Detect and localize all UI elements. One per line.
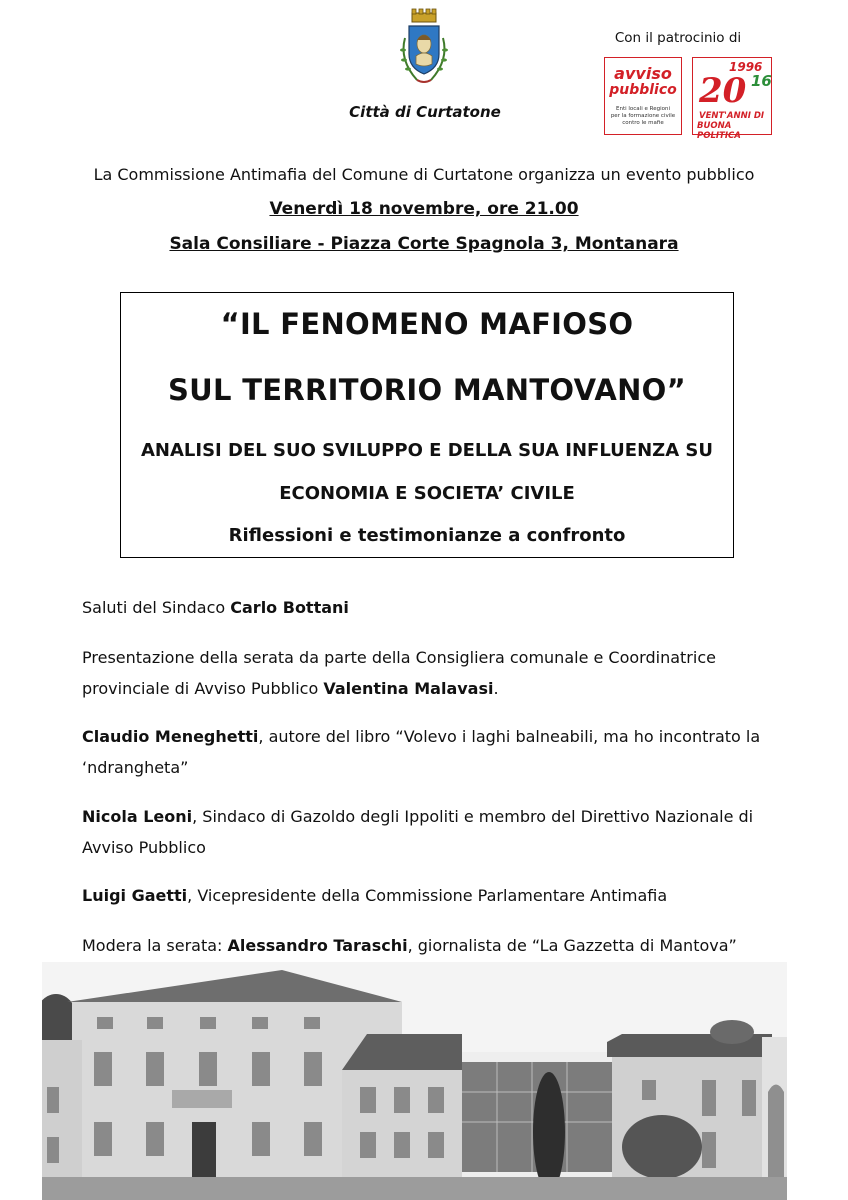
patronage-label: Con il patrocinio di [614,30,742,46]
town-hall-photo [42,962,787,1200]
speaker-name: Carlo Bottani [230,598,349,617]
avviso-brand-line1: avviso [614,64,672,83]
program-item-presentation [82,642,782,704]
title-line-2: SUL TERRITORIO MANTOVANO” [168,373,686,407]
avviso-tagline-2: per la formazione civile [610,113,676,119]
anniv-number: 20 [699,71,747,111]
speaker-name: Claudio Meneghetti [82,727,259,746]
program-item-moderator [82,930,782,961]
program-text: Modera la serata: [82,936,228,955]
program-item-gaetti [82,880,782,911]
subtitle-line-3: Riflessioni e testimonianze a confronto [228,525,626,546]
speaker-name: Nicola Leoni [82,807,193,826]
program-text: , Sindaco di Gazoldo degli Ippoliti e membro del Direttivo Nazionale di Avviso Pubblico [82,807,754,857]
anniversary-logo [692,57,772,141]
anniv-year-start: 1996 [729,60,763,74]
program-item-greetings [82,592,782,623]
subtitle-line-1: ANALISI DEL SUO SVILUPPO E DELLA SUA INFLUENZA SU [141,440,713,461]
program-text: Saluti del Sindaco [82,598,231,617]
program-text-end: . [493,679,499,698]
anniv-caption-1: VENT'ANNI DI [699,111,765,121]
avviso-tagline-1: Enti locali e Regioni [616,106,670,112]
avviso-tagline-3: contro le mafie [622,120,664,126]
anniv-caption-2: BUONA POLITICA [697,121,741,141]
city-name: Città di Curtatone [349,103,501,121]
anniv-year-end: 16 [751,72,772,90]
avviso-pubblico-logo [604,57,682,135]
event-venue: Sala Consiliare - Piazza Corte Spagnola 3, Montanara [169,234,679,254]
speaker-name: Alessandro Taraschi [227,936,408,955]
title-box [120,292,734,558]
program-text: , Vicepresidente della Commissione Parlamentare Antimafia [187,886,668,905]
program-item-meneghetti [82,721,782,783]
title-line-1: “IL FENOMENO MAFIOSO [220,307,634,341]
program-text: , giornalista de “La Gazzetta di Mantova” [407,936,737,955]
program-text: Presentazione della serata da parte della Consigliera comunale e Coordinatrice provinciale di Avviso Pubblico [82,648,716,698]
city-crest-icon [395,8,453,90]
speaker-name: Valentina Malavasi [323,679,494,698]
avviso-brand-line2: pubblico [609,82,677,98]
speaker-name: Luigi Gaetti [82,886,188,905]
program-text: , autore del libro “Volevo i laghi balneabili, ma ho incontrato la ‘ndrangheta” [82,727,761,777]
event-date: Venerdì 18 novembre, ore 21.00 [269,199,579,219]
subtitle-line-2: ECONOMIA E SOCIETA’ CIVILE [279,483,575,504]
program-item-leoni [82,801,782,863]
event-intro: La Commissione Antimafia del Comune di Curtatone organizza un evento pubblico [93,165,755,184]
